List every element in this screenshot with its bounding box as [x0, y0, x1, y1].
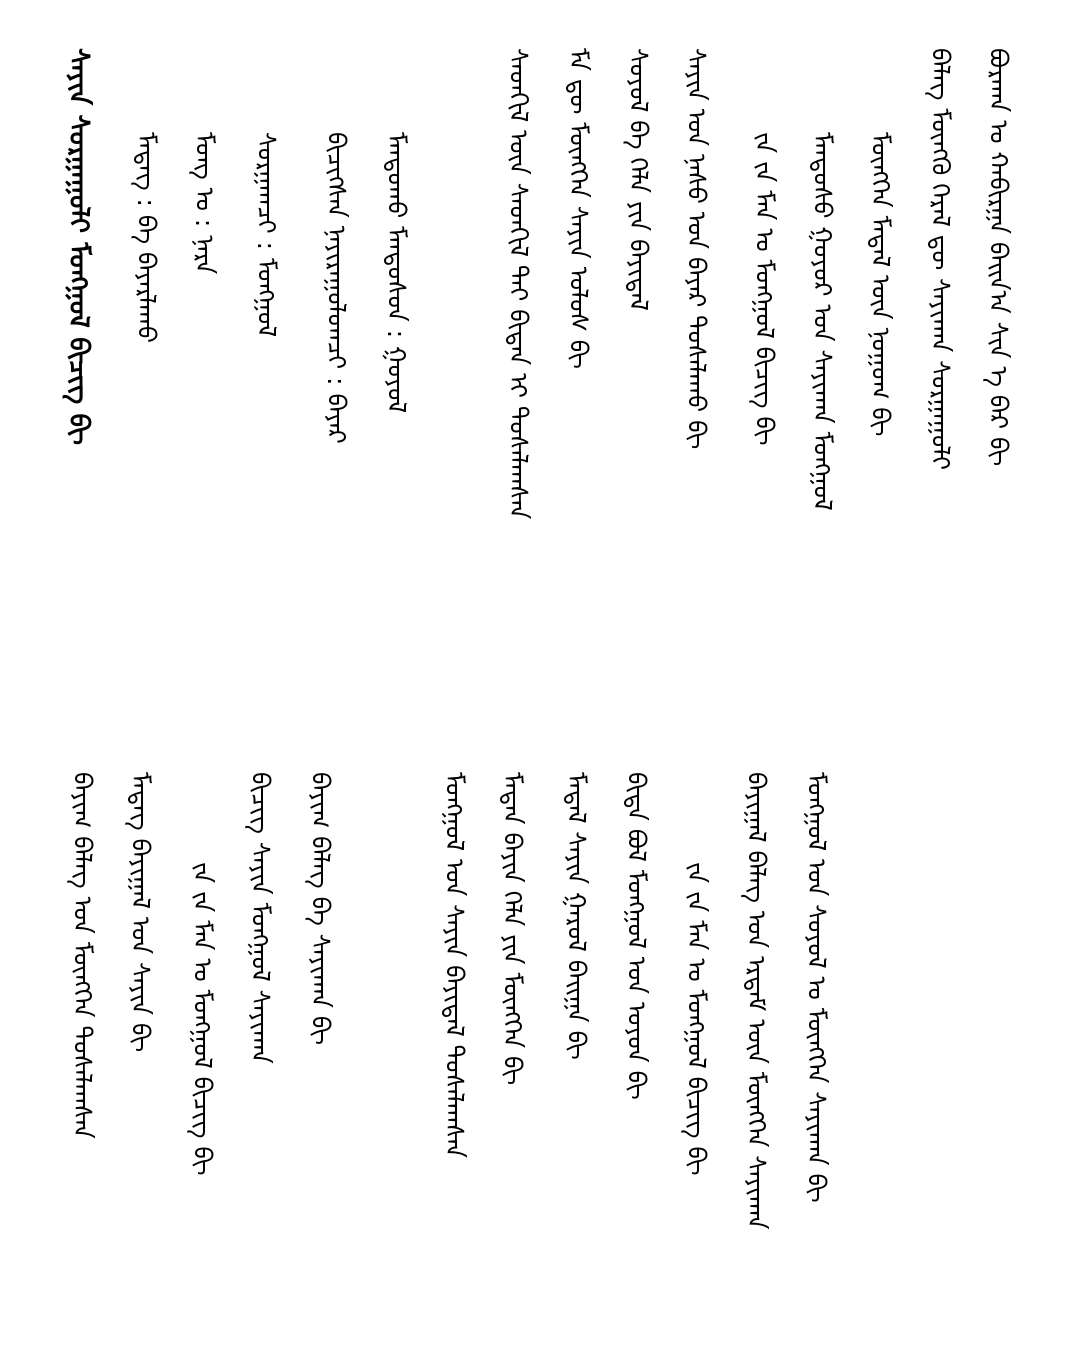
poem-top-line-7: ᠰᠣᠶᠣᠯ ᠪᠠ ᠬᠡᠯᠡ ᠶᠢᠨ ᠪᠠᠶᠢᠳᠠᠯ — [624, 48, 653, 311]
top-section — [0, 0, 1080, 670]
credit-title: ᠰᠠᠶᠢᠨ ᠰᠤᠷᠭᠠᠭᠤᠯᠢ ᠮᠣᠩᠭᠣᠯ ᠪᠢᠴᠢᠭ ᠪᠢ — [63, 48, 94, 446]
credit-line-4: ᠮᠣᠩ ᠤ : ᠨᠠᠷᠠ — [190, 132, 219, 275]
credit-line-2: ᠪᠢᠴᠢᠭᠰᠡᠨ ᠨᠠᠶᠢᠷᠠᠭᠤᠯᠤᠭᠴᠢ : ᠪᠠᠶᠠᠷ — [322, 132, 351, 444]
poem-bottom-line-12: ᠪᠠᠶᠢᠭ ᠪᠡᠯᠡᠭ ᠤᠨ ᠮᠥᠩᠭᠡᠨ ᠲᠤᠰᠠᠯᠠᠭᠰᠠᠨ — [68, 772, 97, 1139]
poem-bottom-line-11: ᠮᠡᠳᠡᠭ ᠪᠠᠶᠢᠭᠠᠯ ᠤᠨ ᠰᠠᠶᠢᠨ ᠪᠢ — [126, 772, 155, 1053]
poem-top-line-8: ᠮᠡ ᠳᠦ ᠮᠥᠩᠭᠡᠨ ᠰᠠᠶᠢᠨ ᠤᠯᠤᠰ ᠪᠢ — [564, 48, 593, 369]
credit-line-3: ᠰᠤᠷᠭᠠᠭᠴᠢ : ᠮᠣᠩᠭᠣᠯ — [252, 132, 281, 338]
poem-bottom-line-1: ᠮᠣᠩᠭᠣᠯ ᠤᠨ ᠰᠣᠶᠣᠯ ᠤ ᠮᠥᠩᠭᠡᠨ ᠰᠠᠶᠢᠬᠠᠨ ᠪᠢ — [802, 772, 831, 1203]
poem-top-line-1: ᠪᠤᠷᠬᠠᠨ ᠤ ᠬᠠᠪᠢᠷᠭᠠ ᠪᠠᠢᠨ᠎ᠠ ᠰᠢᠨ ᠡ ᠪᠡᠷ ᠪᠢ — [984, 48, 1013, 467]
poem-bottom-line-2: ᠪᠠᠶᠢᠭᠠᠯ ᠪᠡᠯᠡᠭ ᠤᠨ ᠡᠷᠳᠡᠮ ᠦᠨ ᠮᠥᠩᠭᠡᠨ ᠰᠠᠶᠢᠬᠠᠨ — [742, 772, 771, 1230]
poem-bottom-line-10: ᠵᠠ ᠵᠠ ᠮᠠᠨ ᠤ ᠮᠣᠩᠭᠣᠯ ᠪᠢᠴᠢᠭ ᠪᠢ — [188, 862, 217, 1176]
poem-bottom-line-4: ᠪᠢᠳᠡ ᠪᠣᠯ ᠮᠣᠩᠭᠣᠯ ᠤᠨ ᠤᠶᠤᠨ ᠪᠢ — [622, 772, 651, 1100]
poem-bottom-line-7: ᠮᠣᠩᠭᠣᠯ ᠤᠨ ᠰᠠᠶᠢᠨ ᠪᠠᠶᠢᠳᠠᠯ ᠲᠤᠰᠠᠯᠠᠭᠰᠠᠨ — [440, 772, 469, 1159]
poem-bottom-line-3: ᠵᠠ ᠵᠠ ᠮᠠᠨ ᠤ ᠮᠣᠩᠭᠣᠯ ᠪᠢᠴᠢᠭ ᠪᠢ — [682, 862, 711, 1176]
credit-line-1: ᠮᠠᠨᠳᠤᠬᠤ ᠮᠡᠨᠳᠦᠰᠦᠨ : ᠭᠣᠶᠣᠯ — [382, 132, 411, 414]
credit-line-5: ᠮᠡᠳᠡᠭ : ᠪᠠ ᠪᠠᠶᠠᠷᠯᠠᠬᠤ — [132, 132, 161, 344]
poem-top-line-2: ᠪᠡᠯᠡᠭ ᠮᠥᠨᠭᠭᠥ ᠭᠡᠷᠡᠯ ᠳᠦ ᠰᠠᠶᠢᠬᠠᠨ ᠰᠤᠷᠭᠠᠭᠤᠯᠢ — [926, 48, 955, 471]
poem-top-line-4: ᠮᠡᠨᠳᠦᠰᠦ ᠭᠤᠶᠤᠷ ᠤᠨ ᠰᠠᠶᠢᠬᠠᠨ ᠮᠣᠩᠭᠣᠯ — [808, 132, 837, 511]
poem-top-line-3: ᠮᠥᠩᠭᠡᠨ ᠮᠡᠳᠡᠯ ᠦᠨ ᠨᠤᠭᠤᠭ ᠪᠢ — [866, 132, 895, 437]
bottom-section — [0, 680, 1080, 1350]
poem-bottom-line-9: ᠪᠢᠴᠢᠭ ᠰᠠᠶᠢᠨ ᠮᠣᠩᠭᠣᠯ ᠰᠠᠶᠢᠬᠠᠨ — [246, 772, 275, 1064]
poem-top-line-5: ᠵᠠ ᠵᠠ ᠮᠠᠨ ᠤ ᠮᠣᠩᠭᠣᠯ ᠪᠢᠴᠢᠭ ᠪᠢ — [750, 132, 779, 446]
poem-bottom-line-6: ᠮᠡᠳᠡᠨ ᠪᠠᠶᠢᠨ ᠬᠡᠯᠡ ᠶᠢᠨ ᠮᠥᠩᠭᠡᠨ ᠪᠢ — [498, 772, 527, 1086]
poem-bottom-line-5: ᠮᠡᠳᠡᠯ ᠰᠠᠶᠢᠨ ᠭᠠᠷᠤᠯ ᠪᠠᠢᠭᠠ ᠪᠢ — [562, 772, 591, 1060]
poem-top-line-6: ᠰᠠᠶᠢᠨ ᠤᠨ ᠨᠠᠰᠤ ᠤᠨ ᠪᠠᠶᠠᠷ ᠲᠤᠰᠠᠯᠠᠬᠤ ᠪᠢ — [682, 48, 711, 450]
poem-top-line-9: ᠰᠡᠳᠬᠢᠯ ᠦᠨ ᠰᠡᠳᠬᠢᠯ ᠲᠠᠢ ᠪᠢᠳᠡᠨ ᠢ ᠲᠤᠰᠠᠯᠠᠭᠰᠠᠨ — [504, 48, 533, 520]
poem-bottom-line-8: ᠪᠠᠶᠢᠭ ᠪᠡᠯᠡᠭ ᠪᠠ ᠰᠠᠶᠢᠬᠠᠨ ᠪᠢ — [306, 772, 335, 1046]
